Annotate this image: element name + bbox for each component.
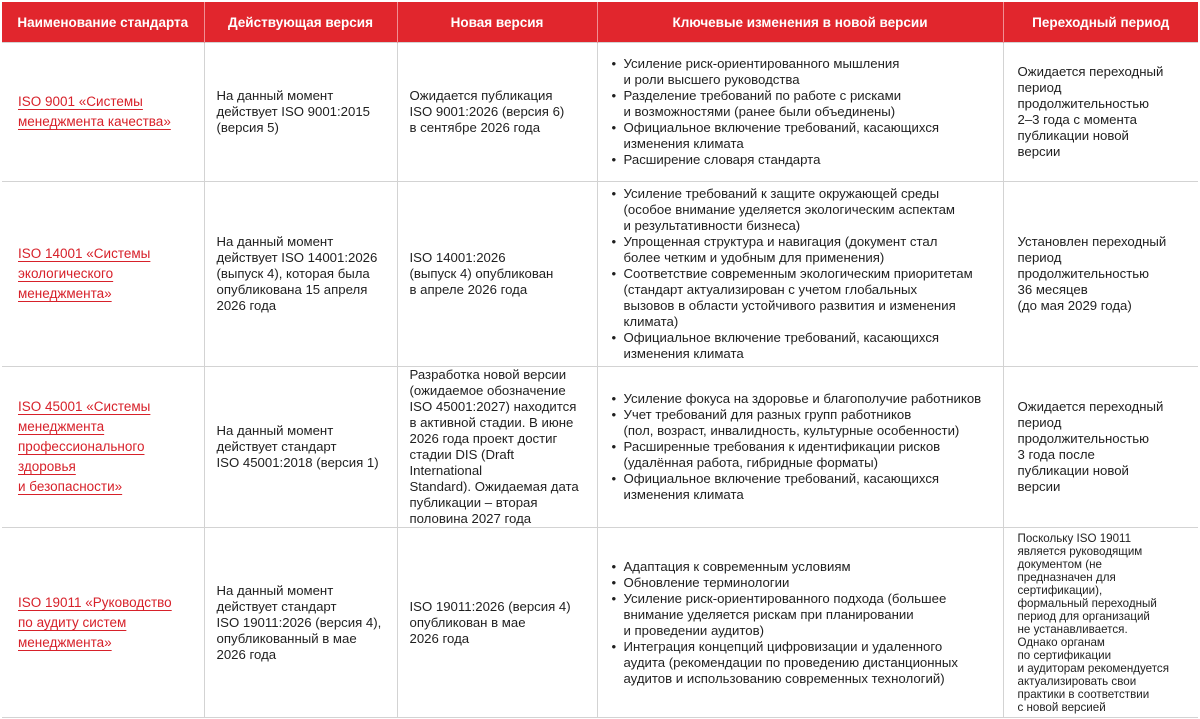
key-changes-cell <box>597 182 1003 367</box>
list-item: • Усиление риск-ориентированного подхода (большее внимание уделяется рискам при планировании и проведении аудитов) <box>610 591 991 639</box>
new-version-text: Разработка новой версии (ожидаемое обозначение ISO 45001:2027) находится в активной стадии. В июне 2026 года проект достиг стадии DIS (Draft International Standard). Ожидаемая дата публикации – вторая половина 2027 года <box>409 367 579 526</box>
standard-name-cell <box>2 182 204 367</box>
list-item: • Официальное включение требований, касающихся изменения климата <box>610 330 991 362</box>
table-row <box>2 528 1198 718</box>
iso-standards-table <box>2 2 1198 718</box>
header-standard-name: Наименование стандарта <box>2 2 204 43</box>
current-version-cell <box>204 528 397 718</box>
list-item: • Официальное включение требований, касающихся изменения климата <box>610 120 991 152</box>
new-version-cell <box>397 43 597 182</box>
current-version-text: На данный момент действует ISO 14001:2026 (выпуск 4), которая была опубликована 15 апреля 2026 года <box>216 234 378 313</box>
new-version-cell <box>397 367 597 528</box>
new-version-text: ISO 14001:2026 (выпуск 4) опубликован в апреле 2026 года <box>409 250 554 297</box>
transition-period-text: Ожидается переходный период продолжительностью 3 года после публикации новой версии <box>1017 399 1164 494</box>
current-version-text: На данный момент действует стандарт ISO 45001:2018 (версия 1) <box>216 423 379 470</box>
list-item: • Упрощенная структура и навигация (документ стал более четким и удобным для применения) <box>610 234 991 266</box>
list-item: • Официальное включение требований, касающихся изменения климата <box>610 471 991 503</box>
standard-name-cell <box>2 43 204 182</box>
current-version-text: На данный момент действует ISO 9001:2015 (версия 5) <box>216 88 371 135</box>
new-version-text: Ожидается публикация ISO 9001:2026 (версия 6) в сентябре 2026 года <box>409 88 565 135</box>
standard-name-cell <box>2 367 204 528</box>
transition-period-cell <box>1003 367 1198 528</box>
key-changes-cell <box>597 528 1003 718</box>
standard-link-iso-45001[interactable]: ISO 45001 «Системы менеджмента профессионального здоровья и безопасности» <box>18 399 151 494</box>
list-item: • Разделение требований по работе с рисками и возможностями (ранее были объединены) <box>610 88 991 120</box>
changes-list <box>610 559 991 687</box>
standard-link-iso-14001[interactable]: ISO 14001 «Системы экологического менеджмента» <box>18 246 151 301</box>
standard-name-cell <box>2 528 204 718</box>
list-item: • Усиление требований к защите окружающей среды (особое внимание уделяется экологическим аспектам и результативности бизнеса) <box>610 186 991 234</box>
changes-list <box>610 391 991 503</box>
transition-period-cell <box>1003 43 1198 182</box>
current-version-cell <box>204 43 397 182</box>
current-version-text: На данный момент действует стандарт ISO 19011:2026 (версия 4), опубликованный в мае 2026 года <box>216 582 382 662</box>
table-row <box>2 367 1198 528</box>
transition-period-text: Поскольку ISO 19011 является руководящим документом (не предназначен для сертификации), формальный переходный период для организаций не устанавливается. Однако органам по сертификации и аудиторам рекомендуется актуализировать свои практики в соответствии с новой версией <box>1017 531 1169 714</box>
table-row <box>2 182 1198 367</box>
table-body <box>2 43 1198 718</box>
standard-link-iso-19011[interactable]: ISO 19011 «Руководство по аудиту систем менеджмента» <box>18 594 172 650</box>
current-version-cell <box>204 182 397 367</box>
list-item: • Расширенные требования к идентификации рисков (удалённая работа, гибридные форматы) <box>610 439 991 471</box>
table-header <box>2 2 1198 43</box>
table-row <box>2 43 1198 182</box>
standard-link-iso-9001[interactable]: ISO 9001 «Системы менеджмента качества» <box>18 94 171 129</box>
header-new-version: Новая версия <box>397 2 597 43</box>
header-current-version: Действующая версия <box>204 2 397 43</box>
list-item: • Обновление терминологии <box>610 575 991 591</box>
list-item: • Расширение словаря стандарта <box>610 152 991 168</box>
changes-list <box>610 56 991 168</box>
list-item: • Соответствие современным экологическим приоритетам (стандарт актуализирован с учетом глобальных вызовов в области устойчивого развития и изменения климата) <box>610 266 991 330</box>
transition-period-cell <box>1003 182 1198 367</box>
header-row <box>2 2 1198 43</box>
list-item: • Учет требований для разных групп работников (пол, возраст, инвалидность, культурные особенности) <box>610 407 991 439</box>
list-item: • Интеграция концепций цифровизации и удаленного аудита (рекомендации по проведению дистанционных аудитов и использованию современных технологий) <box>610 639 991 687</box>
key-changes-cell <box>597 367 1003 528</box>
key-changes-cell <box>597 43 1003 182</box>
new-version-cell <box>397 182 597 367</box>
list-item: • Адаптация к современным условиям <box>610 559 991 575</box>
list-item: • Усиление риск-ориентированного мышления и роли высшего руководства <box>610 56 991 88</box>
header-transition-period: Переходный период <box>1003 2 1198 43</box>
transition-period-text: Ожидается переходный период продолжительностью 2–3 года с момента публикации новой версии <box>1017 64 1164 159</box>
header-key-changes: Ключевые изменения в новой версии <box>597 2 1003 43</box>
transition-period-cell <box>1003 528 1198 718</box>
changes-list <box>610 186 991 362</box>
new-version-text: ISO 19011:2026 (версия 4) опубликован в мае 2026 года <box>409 598 571 646</box>
current-version-cell <box>204 367 397 528</box>
new-version-cell <box>397 528 597 718</box>
list-item: • Усиление фокуса на здоровье и благополучие работников <box>610 391 991 407</box>
transition-period-text: Установлен переходный период продолжительностью 36 месяцев (до мая 2029 года) <box>1017 234 1167 313</box>
